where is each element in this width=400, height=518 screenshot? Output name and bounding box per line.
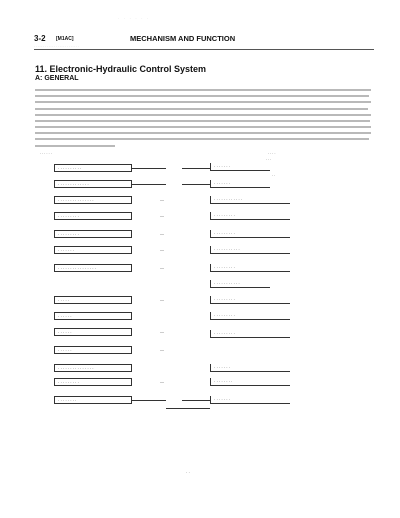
- input-box: · · · · · ·: [54, 346, 132, 354]
- connector-line: [182, 184, 210, 185]
- center-mark: —: [160, 329, 164, 334]
- input-box: · · · · · · · ·: [54, 396, 132, 404]
- input-box: · · · · · · · · ·: [54, 230, 132, 238]
- center-mark: —: [160, 397, 164, 402]
- output-box: · · · · · · · · ·: [210, 212, 290, 220]
- output-box: · · · · · · · · ·: [210, 230, 290, 238]
- connector-line: [132, 184, 166, 185]
- center-mark: —: [160, 379, 164, 384]
- section-code: [M1AC]: [56, 36, 74, 42]
- output-box: · · · · · · ·: [210, 163, 270, 171]
- center-mark: —: [160, 231, 164, 236]
- output-box: · · · · · · · · · · · ·: [210, 196, 290, 204]
- input-box: · · · · · · · · · ·: [54, 164, 132, 172]
- page-number: · ·: [186, 470, 190, 475]
- output-box: · · · · · · · · ·: [210, 330, 290, 338]
- input-box: · · · · · · · · ·: [54, 212, 132, 220]
- center-mark: —: [160, 197, 164, 202]
- input-box: · · · · ·: [54, 296, 132, 304]
- header-marks: · · · · · ·: [118, 16, 151, 20]
- output-box: · · · · · · · · · · ·: [210, 280, 270, 288]
- section-subtitle: A: GENERAL: [35, 75, 79, 82]
- header-rule: [34, 49, 374, 50]
- connector-line: [182, 168, 210, 169]
- body-paragraph: [35, 87, 371, 149]
- output-box: · · · · · · ·: [210, 396, 290, 404]
- diagram-label: · ·: [272, 174, 276, 178]
- connector-line: [132, 168, 166, 169]
- input-box: · · · · · · · · · · · · · · ·: [54, 196, 132, 204]
- input-box: · · · · · · · · · · · · ·: [54, 180, 132, 188]
- center-mark: —: [160, 297, 164, 302]
- section-title: 11. Electronic-Hydraulic Control System: [35, 64, 207, 74]
- page-number-header: 3-2: [34, 34, 46, 43]
- center-mark: —: [160, 347, 164, 352]
- header-subline: · · · · · · · · · · · · · · · · · · · · · · · · ·: [34, 44, 79, 48]
- connector-line: [182, 400, 210, 401]
- center-mark: —: [160, 213, 164, 218]
- diagram-label: · · · · · ·: [40, 152, 52, 156]
- output-box: · · · · · · · · ·: [210, 296, 290, 304]
- output-box: · · · · · · · ·: [210, 378, 290, 386]
- output-box: · · · · · · · · · · ·: [210, 246, 290, 254]
- paragraph-line: [35, 143, 371, 149]
- center-mark: —: [160, 265, 164, 270]
- chapter-title: MECHANISM AND FUNCTION: [130, 34, 236, 43]
- output-box: · · · · · · ·: [210, 364, 290, 372]
- input-box: · · · · · · ·: [54, 246, 132, 254]
- input-box: · · · · · · · · ·: [54, 378, 132, 386]
- diagram-label: · · · ·: [268, 152, 276, 156]
- input-box: · · · · · · · · · · · · · · · ·: [54, 264, 132, 272]
- input-box: · · · · · ·: [54, 312, 132, 320]
- output-box: · · · · · · ·: [210, 180, 270, 188]
- output-box: · · · · · · · · ·: [210, 264, 290, 272]
- center-mark: —: [160, 247, 164, 252]
- input-box: · · · · · · · · · · · · · · ·: [54, 364, 132, 372]
- output-box: · · · · · · · · ·: [210, 312, 290, 320]
- input-box: · · · · · ·: [54, 328, 132, 336]
- diagram-label: · · ·: [266, 158, 272, 162]
- connector-line: [166, 408, 210, 409]
